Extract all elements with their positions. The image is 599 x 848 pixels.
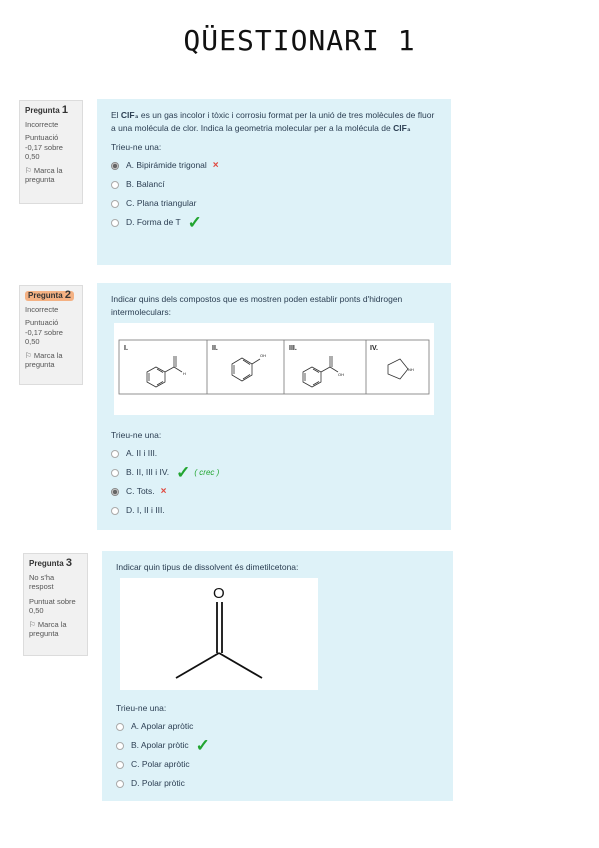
radio-icon[interactable] bbox=[111, 181, 119, 189]
answer-prompt: Trieu-ne una: bbox=[116, 703, 167, 713]
oxygen-label: O bbox=[213, 585, 225, 602]
option-label: C. Tots. bbox=[126, 486, 155, 496]
question-text bbox=[111, 109, 437, 135]
option-label: A. Bipirámide trigonal bbox=[126, 160, 207, 170]
question-label: Pregunta bbox=[29, 559, 64, 568]
flag-label: Marca la pregunta bbox=[25, 165, 63, 184]
radio-icon[interactable] bbox=[116, 780, 124, 788]
flag-question-link[interactable] bbox=[25, 166, 77, 185]
question-status: respost bbox=[29, 582, 54, 591]
question-number-1 bbox=[25, 106, 77, 116]
nh-label: NH bbox=[408, 367, 414, 372]
compound-label-2: II. bbox=[212, 345, 218, 352]
question-number-value: 2 bbox=[64, 289, 72, 301]
radio-icon[interactable] bbox=[111, 450, 119, 458]
question-text: Indicar quins dels compostos que es mostren poden establir ponts d'hidrogen intermoleculars: bbox=[111, 294, 403, 317]
option-d[interactable] bbox=[116, 774, 439, 793]
question-number-3 bbox=[29, 559, 82, 569]
question-number-value: 3 bbox=[65, 557, 73, 569]
question-label: Pregunta bbox=[28, 291, 63, 300]
question-status: No s'ha bbox=[29, 572, 55, 582]
flag-question-link[interactable] bbox=[25, 351, 77, 370]
text-part: es un gas incolor i tòxic i corrosiu format per la unió de tres molècules de fluor a una molécula de clor. Indica la geometria molecular per a la molécula de bbox=[111, 110, 435, 133]
formula: ClF₃ bbox=[393, 123, 411, 133]
check-icon: ✓ bbox=[176, 462, 191, 482]
option-label: D. I, II i III. bbox=[126, 505, 165, 515]
score-label: Puntuació bbox=[25, 133, 59, 142]
score-value: -0,17 sobre bbox=[25, 142, 63, 152]
question-info-1 bbox=[19, 100, 83, 204]
answer-prompt: Trieu-ne una: bbox=[111, 430, 162, 440]
check-icon: ✓ bbox=[195, 735, 210, 755]
option-d[interactable] bbox=[111, 501, 437, 520]
option-label: B. Apolar pròtic bbox=[131, 740, 189, 750]
question-content-3 bbox=[102, 551, 453, 801]
option-label: B. Balancí bbox=[126, 179, 165, 189]
option-label: A. Apolar apròtic bbox=[131, 721, 194, 731]
radio-icon[interactable] bbox=[111, 469, 119, 477]
score-value: Puntuat sobre bbox=[29, 596, 76, 606]
option-d[interactable] bbox=[111, 213, 437, 232]
question-text: Indicar quin tipus de dissolvent és dimetilcetona: bbox=[116, 562, 299, 572]
formula: ClF₃ bbox=[120, 110, 139, 120]
flag-icon: ⚐ bbox=[25, 165, 32, 175]
option-a[interactable] bbox=[116, 717, 439, 736]
option-b[interactable] bbox=[111, 175, 437, 194]
radio-icon[interactable] bbox=[116, 761, 124, 769]
flag-question-link[interactable] bbox=[29, 620, 82, 639]
question-label: Pregunta bbox=[25, 106, 60, 115]
radio-icon[interactable] bbox=[111, 507, 119, 515]
option-label: D. Forma de T bbox=[126, 217, 181, 227]
score-max: 0,50 bbox=[29, 606, 44, 615]
acetone-structure bbox=[120, 578, 318, 690]
option-c[interactable] bbox=[116, 755, 439, 774]
option-a[interactable] bbox=[111, 156, 437, 175]
compound-label-3: III. bbox=[289, 345, 297, 352]
option-c[interactable] bbox=[111, 194, 437, 213]
page-title: QÜESTIONARI 1 bbox=[183, 24, 416, 57]
question-info-3 bbox=[23, 553, 88, 656]
compound-label-1: I. bbox=[124, 345, 128, 352]
question-status: Incorrecte bbox=[25, 304, 59, 314]
option-label: C. Polar apròtic bbox=[131, 759, 190, 769]
flag-icon: ⚐ bbox=[29, 619, 36, 629]
score-max: 0,50 bbox=[25, 152, 40, 161]
compound-label-4: IV. bbox=[370, 345, 378, 352]
radio-icon[interactable] bbox=[116, 742, 124, 750]
score-value: -0,17 sobre bbox=[25, 327, 63, 337]
compounds-table bbox=[114, 323, 434, 415]
question-status: Incorrecte bbox=[25, 119, 59, 129]
question-content-1 bbox=[97, 99, 451, 265]
radio-icon[interactable] bbox=[116, 723, 124, 731]
score-max: 0,50 bbox=[25, 337, 40, 346]
question-content-2 bbox=[97, 283, 451, 530]
option-c[interactable] bbox=[111, 482, 437, 501]
radio-icon[interactable] bbox=[111, 200, 119, 208]
question-number-value: 1 bbox=[61, 104, 69, 116]
h-label: H bbox=[183, 371, 186, 376]
question-number-2 bbox=[25, 291, 74, 301]
flag-label: Marca la pregunta bbox=[25, 350, 63, 369]
handwritten-note: ( crec ) bbox=[194, 468, 220, 477]
option-a[interactable] bbox=[111, 444, 437, 463]
question-info-2 bbox=[19, 285, 83, 385]
radio-icon[interactable] bbox=[111, 162, 119, 170]
flag-icon: ⚐ bbox=[25, 350, 32, 360]
option-label: B. II, III i IV. bbox=[126, 467, 170, 477]
check-icon: ✓ bbox=[187, 212, 202, 232]
option-b[interactable] bbox=[111, 463, 437, 482]
oh-label: OH bbox=[260, 353, 266, 358]
radio-icon[interactable] bbox=[111, 219, 119, 227]
option-b[interactable] bbox=[116, 736, 439, 755]
radio-icon[interactable] bbox=[111, 488, 119, 496]
flag-label: Marca la pregunta bbox=[29, 619, 67, 638]
option-label: D. Polar pròtic bbox=[131, 778, 185, 788]
cross-icon: × bbox=[212, 160, 219, 171]
oh-label: OH bbox=[338, 372, 344, 377]
text-part: El bbox=[111, 110, 121, 120]
answer-prompt: Trieu-ne una: bbox=[111, 142, 162, 152]
cross-icon: × bbox=[160, 486, 167, 497]
option-label: C. Plana triangular bbox=[126, 198, 197, 208]
score-label: Puntuació bbox=[25, 318, 59, 327]
option-label: A. II i III. bbox=[126, 448, 158, 458]
